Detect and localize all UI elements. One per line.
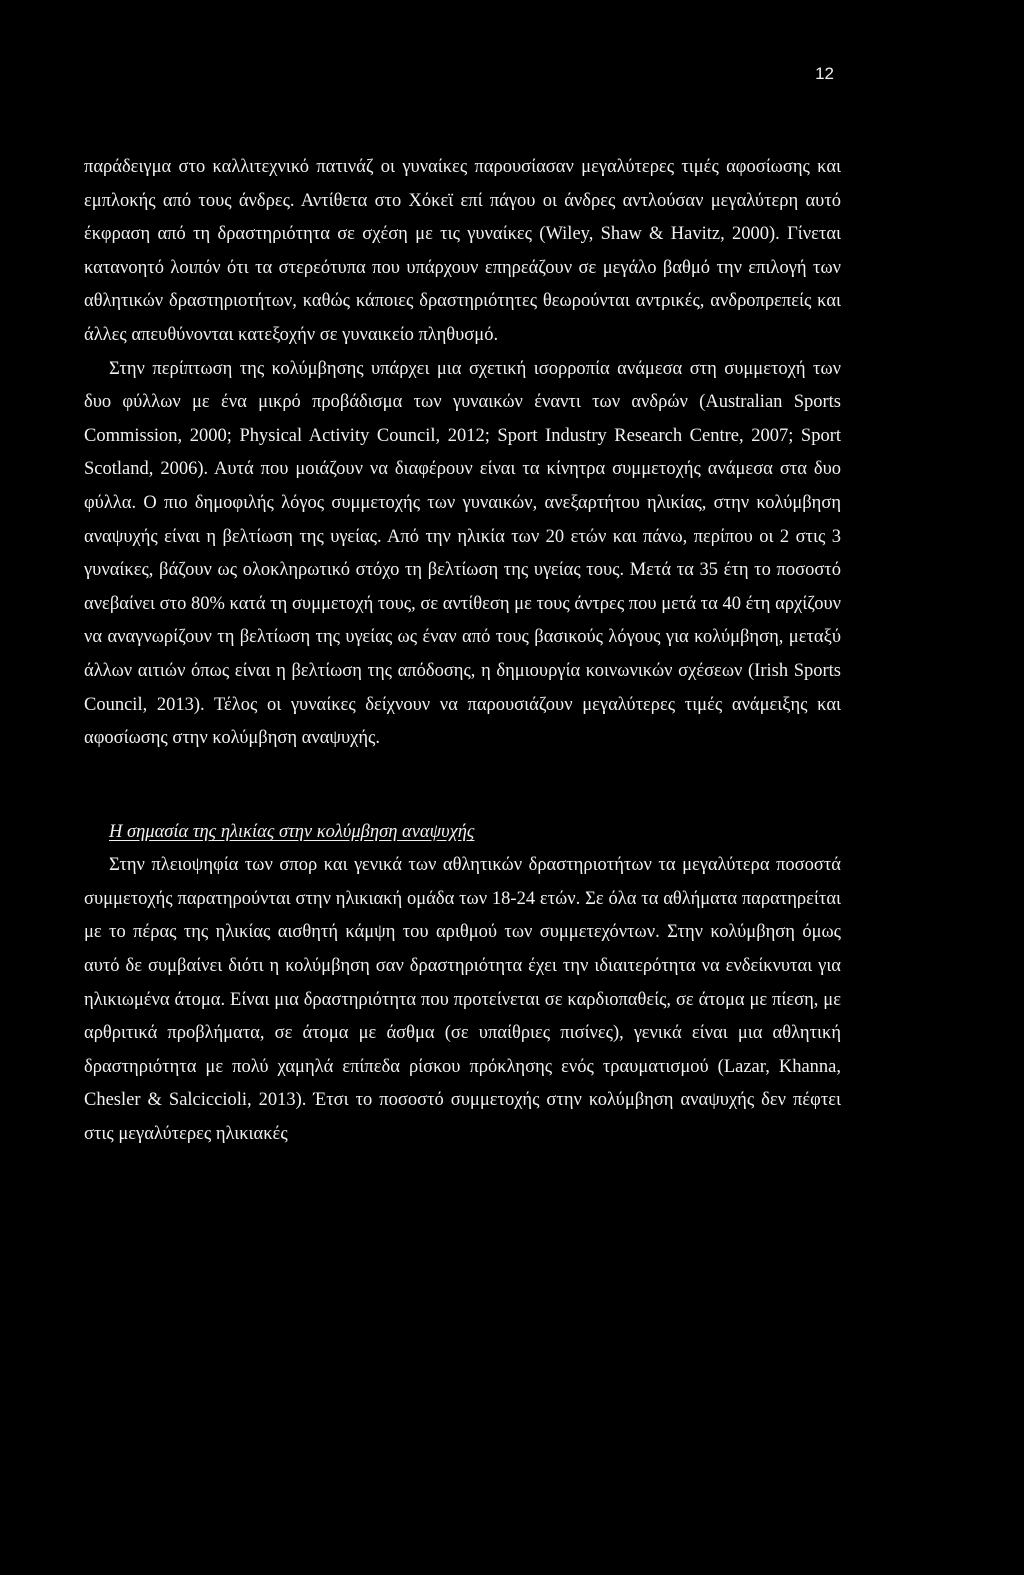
paragraph-age-importance: Στην πλειοψηφία των σπορ και γενικά των αθλητικών δραστηριοτήτων τα μεγαλύτερα ποσοστά συμμετοχής παρατηρούνται στην ηλικιακή ομάδα των 18-24 ετών. Σε όλα τα αθλήματα παρατηρείται με το πέρας της ηλικίας αισθητή κάμψη του αριθμού των συμμετεχόντων. Στην κολύμβηση όμως αυτό δε συμβαίνει διότι η κολύμβηση σαν δραστηριότητα έχει την ιδιαιτερότητα να ενδείκνυται για ηλικιωμένα άτομα. Είναι μια δραστηριότητα που προτείνεται σε καρδιοπαθείς, σε άτομα με πίεση, με αρθριτικά προβλήματα, σε άτομα με άσθμα (σε υπαίθριες πισίνες), γενικά είναι μια αθλητική δραστηριότητα με πολύ χαμηλά επίπεδα ρίσκου πρόκλησης ενός τραυματισμού (Lazar, Khanna, Chesler & Salciccioli, 2013). Έτσι το ποσοστό συμμετοχής στην κολύμβηση αναψυχής δεν πέφτει στις μεγαλύτερες ηλικιακές — [84, 855, 841, 1145]
document-body — [84, 151, 841, 1152]
paragraph-continuation: παράδειγμα στο καλλιτεχνικό πατινάζ οι γυναίκες παρουσίασαν μεγαλύτερες τιμές αφοσίωσης και εμπλοκής από τους άνδρες. Αντίθετα στο Χόκεϊ επί πάγου οι άνδρες αντλούσαν μεγαλύτερη αυτό έκφραση από τη δραστηριότητα σε σχέση με τις γυναίκες (Wiley, Shaw & Havitz, 2000). Γίνεται κατανοητό λοιπόν ότι τα στερεότυπα που υπάρχουν επηρεάζουν σε μεγάλο βαθμό την επιλογή των αθλητικών δραστηριοτήτων, καθώς κάποιες δραστηριότητες θεωρούνται αντρικές, ανδροπρεπείς και άλλες απευθύνονται κατεξοχήν σε γυναικείο πληθυσμό. — [84, 157, 841, 345]
paragraph-swimming-gender: Στην περίπτωση της κολύμβησης υπάρχει μια σχετική ισορροπία ανάμεσα στη συμμετοχή των δυο φύλλων με ένα μικρό προβάδισμα των γυναικών έναντι των ανδρών (Australian Sports Commission, 2000; Physical Activity Council, 2012; Sport Industry Research Centre, 2007; Sport Scotland, 2006). Αυτά που μοιάζουν να διαφέρουν είναι τα κίνητρα συμμετοχής ανάμεσα στα δυο φύλλα. Ο πιο δημοφιλής λόγος συμμετοχής των γυναικών, ανεξαρτήτου ηλικίας, στην κολύμβηση αναψυχής είναι η βελτίωση της υγείας. Από την ηλικία των 20 ετών και πάνω, περίπου οι 2 στις 3 γυναίκες, βάζουν ως ολοκληρωτικό στόχο τη βελτίωση της υγείας τους. Μετά τα 35 έτη το ποσοστό ανεβαίνει στο 80% κατά τη συμμετοχή τους, σε αντίθεση με τους άντρες που μετά τα 40 έτη αρχίζουν να αναγνωρίζουν τη βελτίωση της υγείας ως έναν από τους βασικούς λόγους για κολύμβηση, μεταξύ άλλων αιτιών όπως είναι η βελτίωση της απόδοσης, η δημιουργία κοινωνικών σχέσεων (Irish Sports Council, 2013). Τέλος οι γυναίκες δείχνουν να παρουσιάζουν μεγαλύτερες τιμές ανάμειξης και αφοσίωσης στην κολύμβηση αναψυχής. — [84, 358, 841, 749]
section-heading: Η σημασία της ηλικίας στην κολύμβηση αναψυχής — [109, 821, 475, 842]
page-number: 12 — [815, 64, 834, 83]
